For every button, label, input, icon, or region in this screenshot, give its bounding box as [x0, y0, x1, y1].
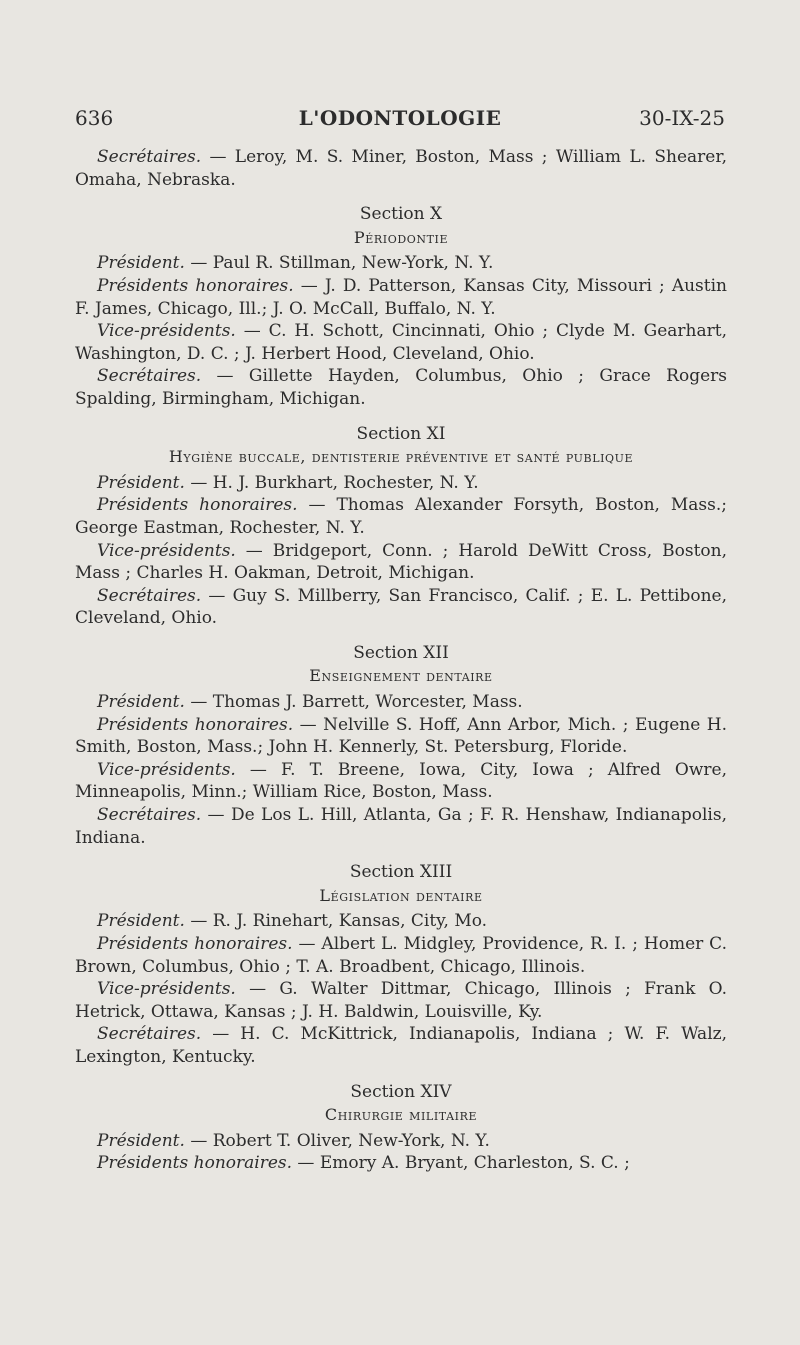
entry-text: — Thomas J. Barrett, Worcester, Mass. — [184, 692, 523, 713]
entry-text: — C. H. Schott, Cincinnati, Ohio ; Clyde M. Gearhart, Washington, D. C. ; J. Herbert Hood, Cleveland, Ohio. — [75, 321, 727, 364]
section-title: Section XIII — [349, 862, 453, 883]
entry-text: — Gillette Hayden, Columbus, Ohio ; Grace Rogers Spalding, Birmingham, Michigan. — [75, 366, 727, 409]
entry-text: — Robert T. Oliver, New-York, N. Y. — [184, 1130, 490, 1151]
entry-paragraph — [75, 1130, 727, 1153]
entry-role: Président. — [97, 1130, 185, 1151]
entry-paragraph — [75, 540, 727, 585]
entry-paragraph — [75, 494, 727, 539]
entry-text: — Albert L. Midgley, Providence, R. I. ; Homer C. Brown, Columbus, Ohio ; T. A. Broadbent, Chicago, Illinois. — [75, 934, 727, 977]
page-header — [75, 106, 725, 136]
entry-role: Vice-présidents. — [97, 759, 236, 780]
entry-paragraph — [75, 691, 727, 714]
entry-paragraph — [75, 252, 727, 275]
section-subtitle: Chirurgie militaire — [324, 1105, 478, 1125]
issue-date: 30-IX-25 — [639, 106, 725, 130]
page-body — [75, 146, 727, 1175]
entry-role: Secrétaires. — [97, 147, 202, 167]
entry-role: Présidents honoraires. — [97, 934, 293, 954]
entry-role: Présidents honoraires. — [97, 495, 298, 516]
entry-role: Secrétaires. — [97, 366, 202, 387]
entry-text: — G. Walter Dittmar, Chicago, Illinois ; Frank O. Hetrick, Ottawa, Kansas ; J. H. Baldwin, Louisville, Ky. — [75, 979, 727, 1022]
entry-role: Présidents honoraires. — [97, 275, 294, 296]
page-number: 636 — [75, 106, 114, 130]
section-subtitle: Hygiène buccale, dentisterie préventive et santé publique — [168, 447, 634, 467]
entry-text: — F. T. Breene, Iowa, City, Iowa ; Alfred Owre, Minneapolis, Minn.; William Rice, Boston, Mass. — [75, 759, 727, 803]
entry-text: — Emory A. Bryant, Charleston, S. C. ; — [292, 1153, 630, 1174]
entry-text: — R. J. Rinehart, Kansas, City, Mo. — [184, 911, 488, 932]
entry-text: — J. D. Patterson, Kansas City, Missouri ; Austin F. James, Chicago, Ill.; J. O. McCall, Buffalo, N. Y. — [75, 275, 727, 319]
entry-text: — Paul R. Stillman, New-York, N. Y. — [184, 253, 494, 274]
entry-role: Vice-présidents. — [97, 321, 236, 342]
section-title: Section XI — [356, 423, 446, 444]
entry-text: — Nelville S. Hoff, Ann Arbor, Mich. ; Eugene H. Smith, Boston, Mass.; John H. Kennerly, St. Petersburg, Floride. — [75, 714, 727, 758]
entry-role: Président. — [97, 472, 185, 493]
entry-role: Présidents honoraires. — [97, 1153, 293, 1174]
entry-paragraph — [75, 472, 727, 495]
entry-text: — Leroy, M. S. Miner, Boston, Mass ; William L. Shearer, Omaha, Nebraska. — [75, 147, 727, 190]
entry-paragraph — [75, 146, 727, 191]
entry-role: Président. — [97, 692, 185, 713]
entry-role: Vice-présidents. — [97, 979, 236, 1000]
section-subtitle: Périodontie — [353, 227, 449, 247]
entry-role: Présidents honoraires. — [97, 714, 294, 735]
entry-paragraph — [75, 759, 727, 804]
entry-paragraph — [75, 1023, 727, 1068]
entry-paragraph — [75, 978, 727, 1023]
journal-title: L'ODONTOLOGIE — [298, 106, 502, 130]
entry-paragraph — [75, 585, 727, 630]
entry-paragraph — [75, 933, 727, 978]
entry-role: Vice-présidents. — [97, 540, 236, 561]
entry-text: — Bridgeport, Conn. ; Harold DeWitt Cross, Boston, Mass ; Charles H. Oakman, Detroit, Michigan. — [75, 540, 727, 584]
entry-text: — Thomas Alexander Forsyth, Boston, Mass.; George Eastman, Rochester, N. Y. — [75, 495, 727, 538]
entry-role: Secrétaires. — [97, 585, 202, 606]
entry-paragraph — [75, 804, 727, 849]
entry-text: — Guy S. Millberry, San Francisco, Calif. ; E. L. Pettibone, Cleveland, Ohio. — [75, 585, 727, 629]
entry-text: — H. C. McKittrick, Indianapolis, Indiana ; W. F. Walz, Lexington, Kentucky. — [75, 1024, 727, 1067]
entry-paragraph — [75, 320, 727, 365]
entry-role: Président. — [97, 911, 185, 932]
section-title: Section XIV — [350, 1081, 452, 1102]
entry-paragraph — [75, 910, 727, 933]
entry-paragraph — [75, 1152, 727, 1175]
entry-paragraph — [75, 275, 727, 320]
entry-paragraph — [75, 714, 727, 759]
entry-text: — De Los L. Hill, Atlanta, Ga ; F. R. Henshaw, Indianapolis, Indiana. — [75, 805, 727, 848]
section-title: Section XII — [353, 642, 449, 663]
entry-role: Secrétaires. — [97, 805, 202, 826]
entry-role: Secrétaires. — [97, 1024, 202, 1045]
section-subtitle: Législation dentaire — [319, 885, 483, 905]
entry-role: Président. — [97, 253, 185, 274]
entry-paragraph — [75, 365, 727, 410]
section-subtitle: Enseignement dentaire — [309, 666, 493, 686]
section-title: Section X — [359, 204, 443, 225]
entry-text: — H. J. Burkhart, Rochester, N. Y. — [184, 472, 479, 493]
